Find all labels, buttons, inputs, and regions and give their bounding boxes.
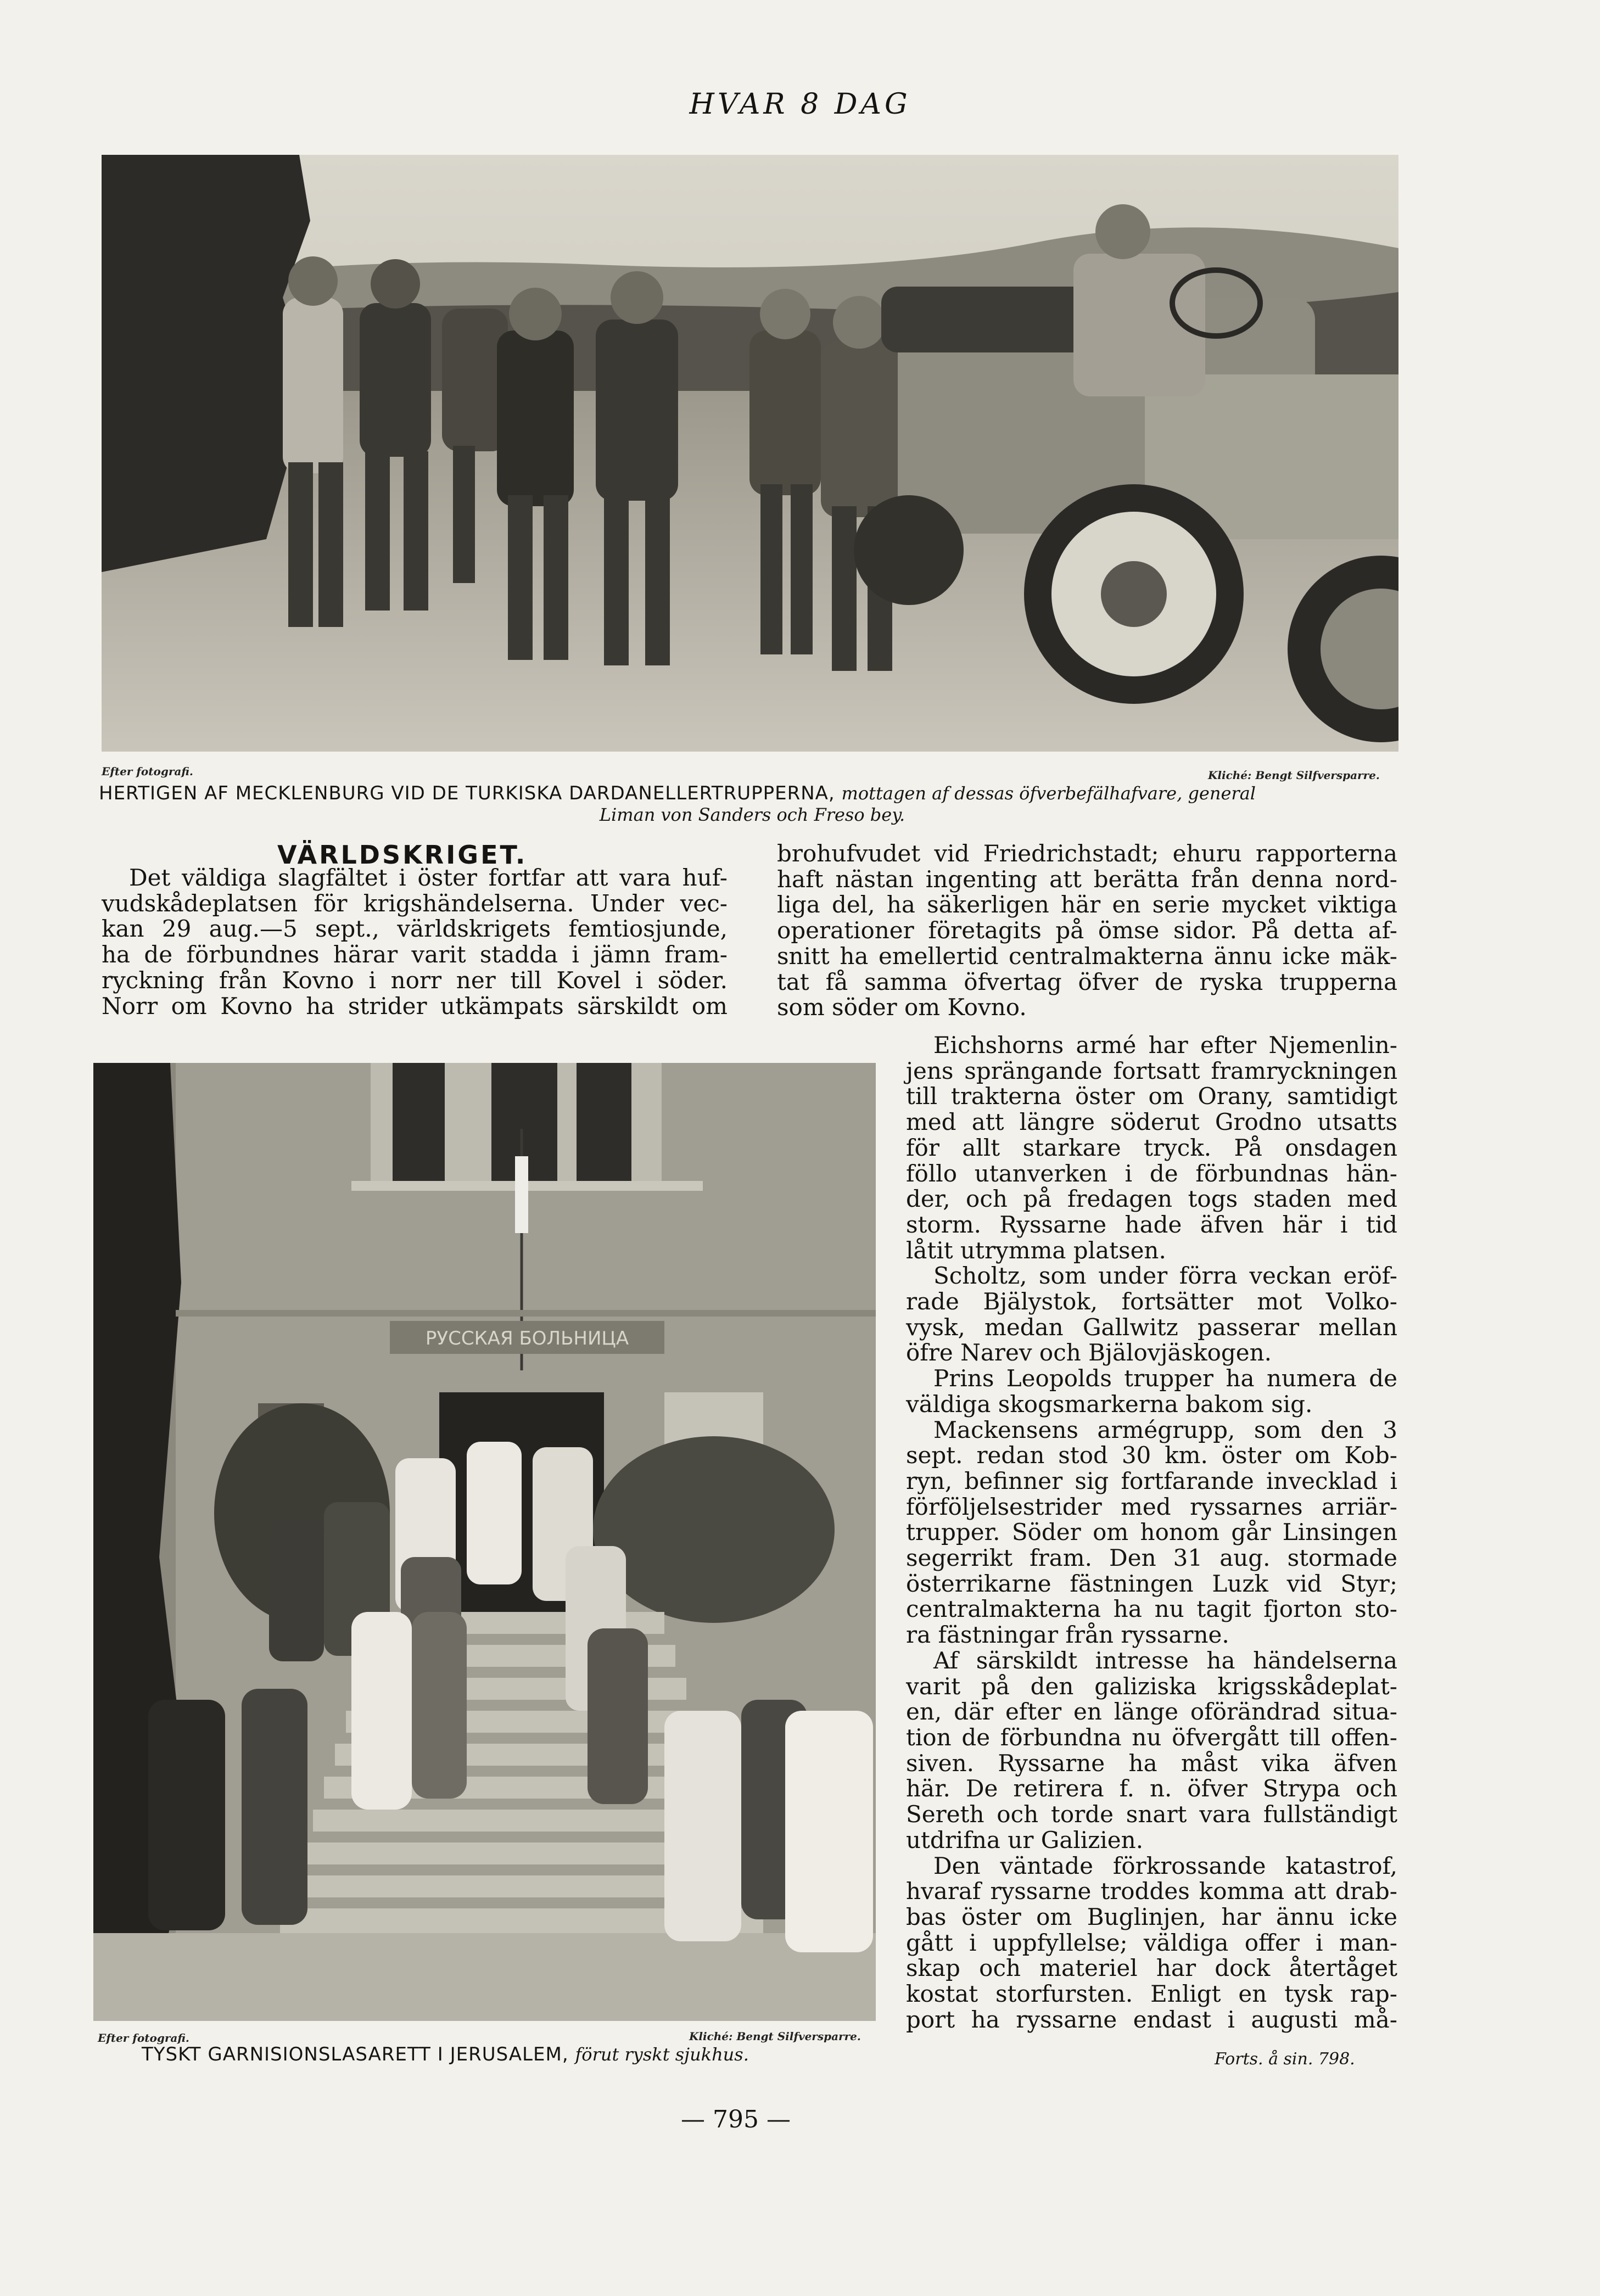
text-line: der, och på fredagen togs staden med bbox=[906, 1185, 1397, 1213]
text-line: segerrikt fram. Den 31 aug. stormade bbox=[906, 1544, 1397, 1572]
text-line: ha de förbundnes härar varit stadda i jämn fram- bbox=[102, 941, 728, 968]
text-line: Mackensens armégrupp, som den 3 bbox=[933, 1416, 1397, 1443]
photo1-credit-right: Kliché: Bengt Silfversparre. bbox=[1208, 769, 1380, 782]
page-header: HVAR 8 DAG bbox=[689, 88, 911, 121]
text-line: tat få samma öfvertag öfver de ryska trupperna bbox=[777, 968, 1397, 995]
text-line: Eichshorns armé har efter Njemenlin- bbox=[933, 1032, 1397, 1059]
text-line: Sereth och torde snart vara fullständigt bbox=[906, 1801, 1397, 1828]
text-line: föllo utanverken i de förbundnas hän- bbox=[906, 1160, 1397, 1187]
text-line: som söder om Kovno. bbox=[777, 994, 1027, 1021]
text-line: väldiga skogsmarkerna bakom sig. bbox=[906, 1390, 1313, 1418]
page-number: — 795 — bbox=[681, 2105, 791, 2133]
photo2-credit-right: Kliché: Bengt Silfversparre. bbox=[689, 2030, 861, 2043]
photo2-caption-main: TYSKT GARNISIONSLASARETT I JERUSALEM, bbox=[142, 2043, 569, 2065]
text-line: varit på den galiziska krigsskådeplat- bbox=[906, 1672, 1397, 1700]
text-line: vysk, medan Gallwitz passerar mellan bbox=[906, 1313, 1397, 1341]
article-title: VÄRLDSKRIGET. bbox=[277, 840, 528, 870]
text-line: operationer företagits på ömse sidor. På detta af- bbox=[777, 917, 1397, 944]
continued-note: Forts. å sin. 798. bbox=[1215, 2049, 1355, 2069]
photo2-credit-left: Efter fotografi. bbox=[98, 2031, 189, 2045]
text-line: liga del, ha säkerligen här en serie mycket viktiga bbox=[777, 891, 1397, 919]
text-line: siven. Ryssarne ha måst vika äfven bbox=[906, 1749, 1397, 1777]
building-sign: РУССКАЯ БОЛЬНИЦА bbox=[425, 1328, 629, 1349]
text-line: Af särskildt intresse ha händelserna bbox=[933, 1647, 1397, 1674]
article-left-top bbox=[102, 865, 728, 1019]
text-line: sept. redan stod 30 km. öster om Kob- bbox=[906, 1442, 1397, 1469]
text-line: till trakterna öster om Orany, samtidigt bbox=[906, 1083, 1397, 1110]
text-line: trupper. Söder om honom går Linsingen bbox=[906, 1519, 1397, 1546]
text-line: skap och materiel har dock återtåget bbox=[906, 1955, 1397, 1982]
photo1-credit-left: Efter fotografi. bbox=[102, 765, 193, 778]
text-line: för allt starkare tryck. På onsdagen bbox=[906, 1134, 1397, 1161]
photo1-caption-main: HERTIGEN AF MECKLENBURG VID DE TURKISKA DARDANELLERTRUPPERNA, bbox=[99, 782, 835, 804]
text-line: Scholtz, som under förra veckan eröf- bbox=[933, 1262, 1397, 1290]
text-line: ra fästningar från ryssarne. bbox=[906, 1621, 1229, 1649]
text-line: öfre Narev och Bjälovjäskogen. bbox=[906, 1339, 1272, 1367]
text-line: Prins Leopolds trupper ha numera de bbox=[933, 1365, 1397, 1392]
text-line: tion de förbundna nu öfvergått till offen- bbox=[906, 1723, 1397, 1751]
text-line: gått i uppfyllelse; väldiga offer i man- bbox=[906, 1929, 1397, 1956]
photo-officers-by-car bbox=[102, 155, 1398, 752]
text-line: här. De retirera f. n. öfver Strypa och bbox=[906, 1775, 1397, 1802]
text-line: med att längre söderut Grodno utsatts bbox=[906, 1108, 1397, 1136]
photo-hospital-jerusalem bbox=[93, 1063, 876, 2021]
text-line: vudskådeplatsen för krigshändelserna. Under vec- bbox=[102, 889, 728, 917]
text-line: österrikarne fästningen Luzk vid Styr; bbox=[906, 1570, 1397, 1597]
article-right-column bbox=[906, 1033, 1397, 2032]
text-line: hvaraf ryssarne troddes komma att drab- bbox=[906, 1878, 1397, 1905]
text-line: snitt ha emellertid centralmakterna ännu icke mäk- bbox=[777, 942, 1397, 970]
photo2-caption bbox=[142, 2043, 749, 2065]
text-line: centralmakterna ha nu tagit fjorton sto- bbox=[906, 1595, 1397, 1623]
text-line: kan 29 aug.—5 sept., världskrigets femtiosjunde, bbox=[102, 915, 728, 943]
text-line: bas öster om Buglinjen, har ännu icke bbox=[906, 1903, 1397, 1930]
text-line: ryckning från Kovno i norr ner till Kovel i söder. bbox=[102, 966, 728, 994]
text-line: Den väntade förkrossande katastrof, bbox=[933, 1852, 1397, 1879]
text-line: storm. Ryssarne hade äfven här i tid bbox=[906, 1211, 1397, 1238]
photo1-caption-italic: mottagen af dessas öfverbefälhafvare, general bbox=[841, 783, 1256, 804]
text-line: en, där efter en länge oförändrad situa- bbox=[906, 1698, 1397, 1726]
text-line: brohufvudet vid Friedrichstadt; ehuru rapporterna bbox=[777, 840, 1397, 867]
text-line: låtit utrymma platsen. bbox=[906, 1236, 1166, 1264]
text-line: ryn, befinner sig fortfarande invecklad i bbox=[906, 1467, 1397, 1494]
text-line: jens sprängande fortsatt framryckningen bbox=[906, 1057, 1397, 1084]
photo1-caption bbox=[99, 782, 1256, 804]
text-line: Det väldiga slagfältet i öster fortfar att vara huf- bbox=[129, 864, 728, 891]
text-line: utdrifna ur Galizien. bbox=[906, 1826, 1144, 1853]
article-right-top bbox=[777, 841, 1397, 1021]
photo1-caption-line2: Liman von Sanders och Freso bey. bbox=[599, 804, 905, 825]
text-line: rade Bjälystok, fortsätter mot Volko- bbox=[906, 1288, 1397, 1315]
text-line: förföljelsestrider med ryssarnes arriär- bbox=[906, 1493, 1397, 1520]
text-line: kostat storfursten. Enligt en tysk rap- bbox=[906, 1980, 1397, 2008]
text-line: port ha ryssarne endast i augusti må- bbox=[906, 2006, 1397, 2033]
text-line: Norr om Kovno ha strider utkämpats särskildt om bbox=[102, 992, 728, 1020]
photo2-caption-italic: förut ryskt sjukhus. bbox=[575, 2044, 749, 2065]
text-line: haft nästan ingenting att berätta från denna nord- bbox=[777, 865, 1397, 893]
